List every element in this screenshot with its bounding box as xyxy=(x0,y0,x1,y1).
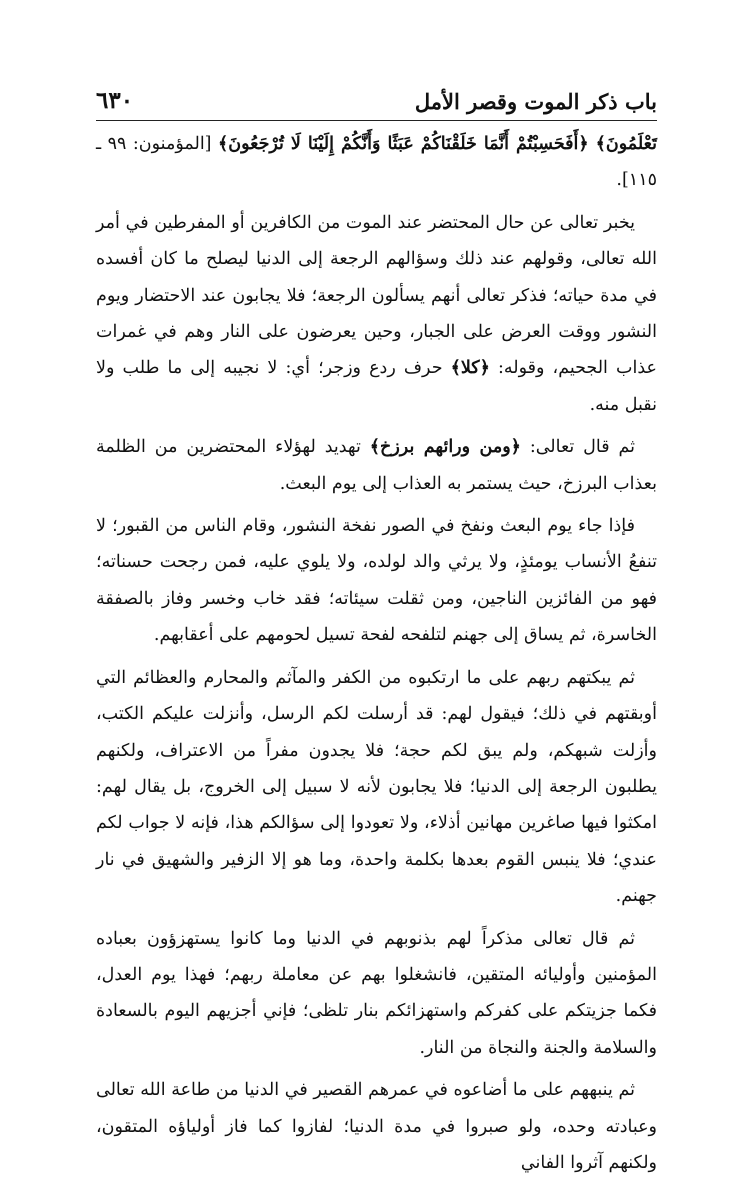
header-rule xyxy=(96,120,657,121)
page-body xyxy=(96,126,657,1187)
paragraph xyxy=(96,429,657,502)
paragraph-text: ثم قال تعالى: xyxy=(520,437,636,458)
quran-verse: ﴿ومن ورائهم برزخ﴾ xyxy=(369,437,521,458)
paragraph-text: فإذا جاء يوم البعث ونفخ في الصور نفخة النشور، وقام الناس من القبور؛ لا تنفعُ الأنساب يومئذٍ، ولا يرثي والد لولده، ولا يلوي عليه، فمن رجحت حسناته؛ فهو من الفائزين الناجين، ومن ثقلت سيئاته؛ فقد خاب وخسر وفاز بالصفقة الخاسرة، ثم يساق إلى جهنم لتلفحه لفحة تسيل لحومهم على أعقابهم. xyxy=(96,516,657,646)
paragraph-text: ثم قال تعالى مذكراً لهم بذنوبهم في الدنيا وما كانوا يستهزؤون بعباده المؤمنين وأوليائه المتقين، فانشغلوا بهم عن معاملة ربهم؛ فهذا يوم العدل، فكما جزيتكم على كفركم واستهزائكم بنار تلظى؛ فإني أجزيهم اليوم بالسعادة والسلامة والجنة والنجاة من النار. xyxy=(96,928,657,1058)
paragraph-text: يخبر تعالى عن حال المحتضر عند الموت من الكافرين أو المفرطين في أمر الله تعالى، وقولهم عند ذلك وسؤالهم الرجعة إلى الدنيا ليصلح ما كان أفسده في مدة حياته؛ فذكر تعالى أنهم يسألون الرجعة؛ فلا يجابون عند الاحتضار ويوم النشور ووقت العرض على الجبار، وحين يعرضون على النار وهم في غمرات عذاب الجحيم، وقوله: xyxy=(96,212,657,379)
paragraph xyxy=(96,508,657,654)
paragraph-text: تهديد لهؤلاء المحتضرين من الظلمة بعذاب البرزخ، حيث يستمر به العذاب إلى يوم البعث. xyxy=(96,437,657,494)
paragraph xyxy=(96,205,657,423)
running-title: باب ذكر الموت وقصر الأمل xyxy=(414,89,657,114)
paragraph-text: ثم يبكتهم ربهم على ما ارتكبوه من الكفر والمآثم والمحارم والعظائم التي أوبقتهم في ذلك؛ فيقول لهم: قد أرسلت لكم الرسل، وأنزلت عليكم الكتب، وأزلت شبهكم، ولم يبق لكم حجة؛ فلا يجدون مفراً من الاعتراف، ولكنهم يطلبون الرجعة إلى الدنيا؛ فلا يجابون لأنه لا سبيل إلى الخروج، بل يقال لهم: امكثوا فيها صاغرين مهانين أذلاء، ولا تعودوا إلى سؤالكم هذا، فإنه لا جواب لكم عندي؛ فلا ينبس القوم بعدها بكلمة واحدة، وما هو إلا الزفير والشهيق في نار جهنم. xyxy=(96,667,657,907)
page-number: ٦٣٠ xyxy=(96,87,134,114)
paragraph xyxy=(96,126,657,199)
page-header xyxy=(96,82,657,114)
paragraph-text: [المؤمنون: ٩٩ ـ ١١٥]. xyxy=(96,134,657,191)
quran-verse: ﴿كلا﴾ xyxy=(450,358,490,379)
paragraph xyxy=(96,660,657,915)
paragraph xyxy=(96,921,657,1067)
paragraph-text: حرف ردع وزجر؛ أي: لا نجيبه إلى ما طلب ولا نقبل منه. xyxy=(96,358,657,415)
paragraph-text: ثم ينبههم على ما أضاعوه في عمرهم القصير في الدنيا من طاعة الله تعالى وعبادته وحده، ولو صبروا في مدة الدنيا؛ لفازوا كما فاز أولياؤه المتقون، ولكنهم آثروا الفاني xyxy=(96,1080,657,1173)
quran-verse: تَعْلَمُونَ﴾ ﴿أَفَحَسِبْتُمْ أَنَّمَا خَلَقْنَاكُمْ عَبَثًا وَأَنَّكُمْ إِلَيْنَا لَا تُرْجَعُونَ﴾ xyxy=(217,134,657,154)
paragraph xyxy=(96,1072,657,1181)
